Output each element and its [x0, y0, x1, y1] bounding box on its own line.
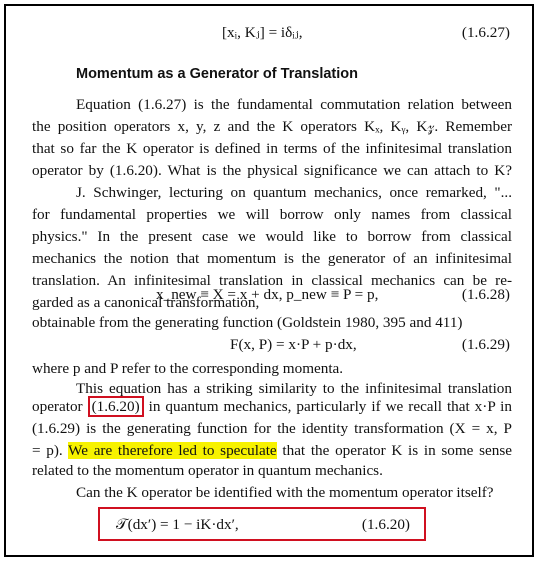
reference-1-6-20: (1.6.20)	[88, 396, 144, 417]
para1-line-3: that so far the K operator is defined in terms of the infinitesimal translation	[32, 140, 512, 157]
para2-line-1: J. Schwinger, lecturing on quantum mechanics, once remarked, "...	[76, 184, 512, 201]
text-span: in quantum mechanics, particularly if we recall that x·P in	[148, 398, 512, 415]
para2-line-5: translation. An infinitesimal translation in classical mechanics can be re-	[32, 272, 512, 289]
para2-line-3: physics." In the present case we would like to borrow from classical	[32, 228, 512, 245]
equation-expression: [xᵢ, Kⱼ] = iδᵢⱼ,	[222, 24, 303, 41]
section-heading: Momentum as a Generator of Translation	[76, 66, 358, 82]
equation-number: (1.6.20)	[361, 516, 410, 533]
equation-1-6-29: F(x, P) = x·P + p·dx,	[230, 336, 357, 353]
para1-line-2: the position operators x, y, z and the K operators Kₓ, Kᵧ, K𝓏. Remember	[32, 118, 512, 135]
highlighted-phrase: We are therefore led to speculate	[68, 442, 277, 459]
question-line: Can the K operator be identified with the momentum operator itself?	[76, 484, 494, 501]
text-span: that the operator K is in some sense	[282, 442, 513, 459]
para1-line-4: operator by (1.6.20). What is the physical significance we can attach to K?	[32, 162, 512, 179]
equation-number: (1.6.27)	[461, 24, 510, 41]
para2-line-2: for fundamental properties we will borrow only names from classical	[32, 206, 512, 223]
equation-number: (1.6.29)	[461, 336, 510, 353]
para3-line-1: This equation has a striking similarity to the infinitesimal translation	[76, 380, 512, 397]
para3-line-2	[32, 396, 512, 418]
para3-line-5: related to the momentum operator in quantum mechanics.	[32, 462, 383, 479]
equation-expression: 𝒯(dx′) = 1 − iK·dx′,	[116, 516, 239, 533]
equation-1-6-27	[222, 22, 303, 44]
generating-function-line: obtainable from the generating function (Goldstein 1980, 395 and 411)	[32, 314, 463, 331]
equation-1-6-28: x_new ≡ X = x + dx, p_new ≡ P = p,	[156, 286, 379, 303]
para2-line-4: mechanics the notion that momentum is the generator of an infinitesimal	[32, 250, 512, 267]
where-line: where p and P refer to the corresponding momenta.	[32, 360, 344, 377]
para1-line-1: Equation (1.6.27) is the fundamental commutation relation between	[76, 96, 512, 113]
text-span: operator	[32, 398, 83, 415]
text-span: = p).	[32, 442, 63, 459]
para2-line-6: garded as a canonical transformation,	[32, 294, 260, 311]
para3-line-3: (1.6.29) is the generating function for the identity transformation (X = x, P	[32, 420, 512, 437]
para3-line-4	[32, 440, 512, 462]
boxed-equation-1-6-20	[98, 507, 426, 541]
equation-number: (1.6.28)	[461, 286, 510, 303]
